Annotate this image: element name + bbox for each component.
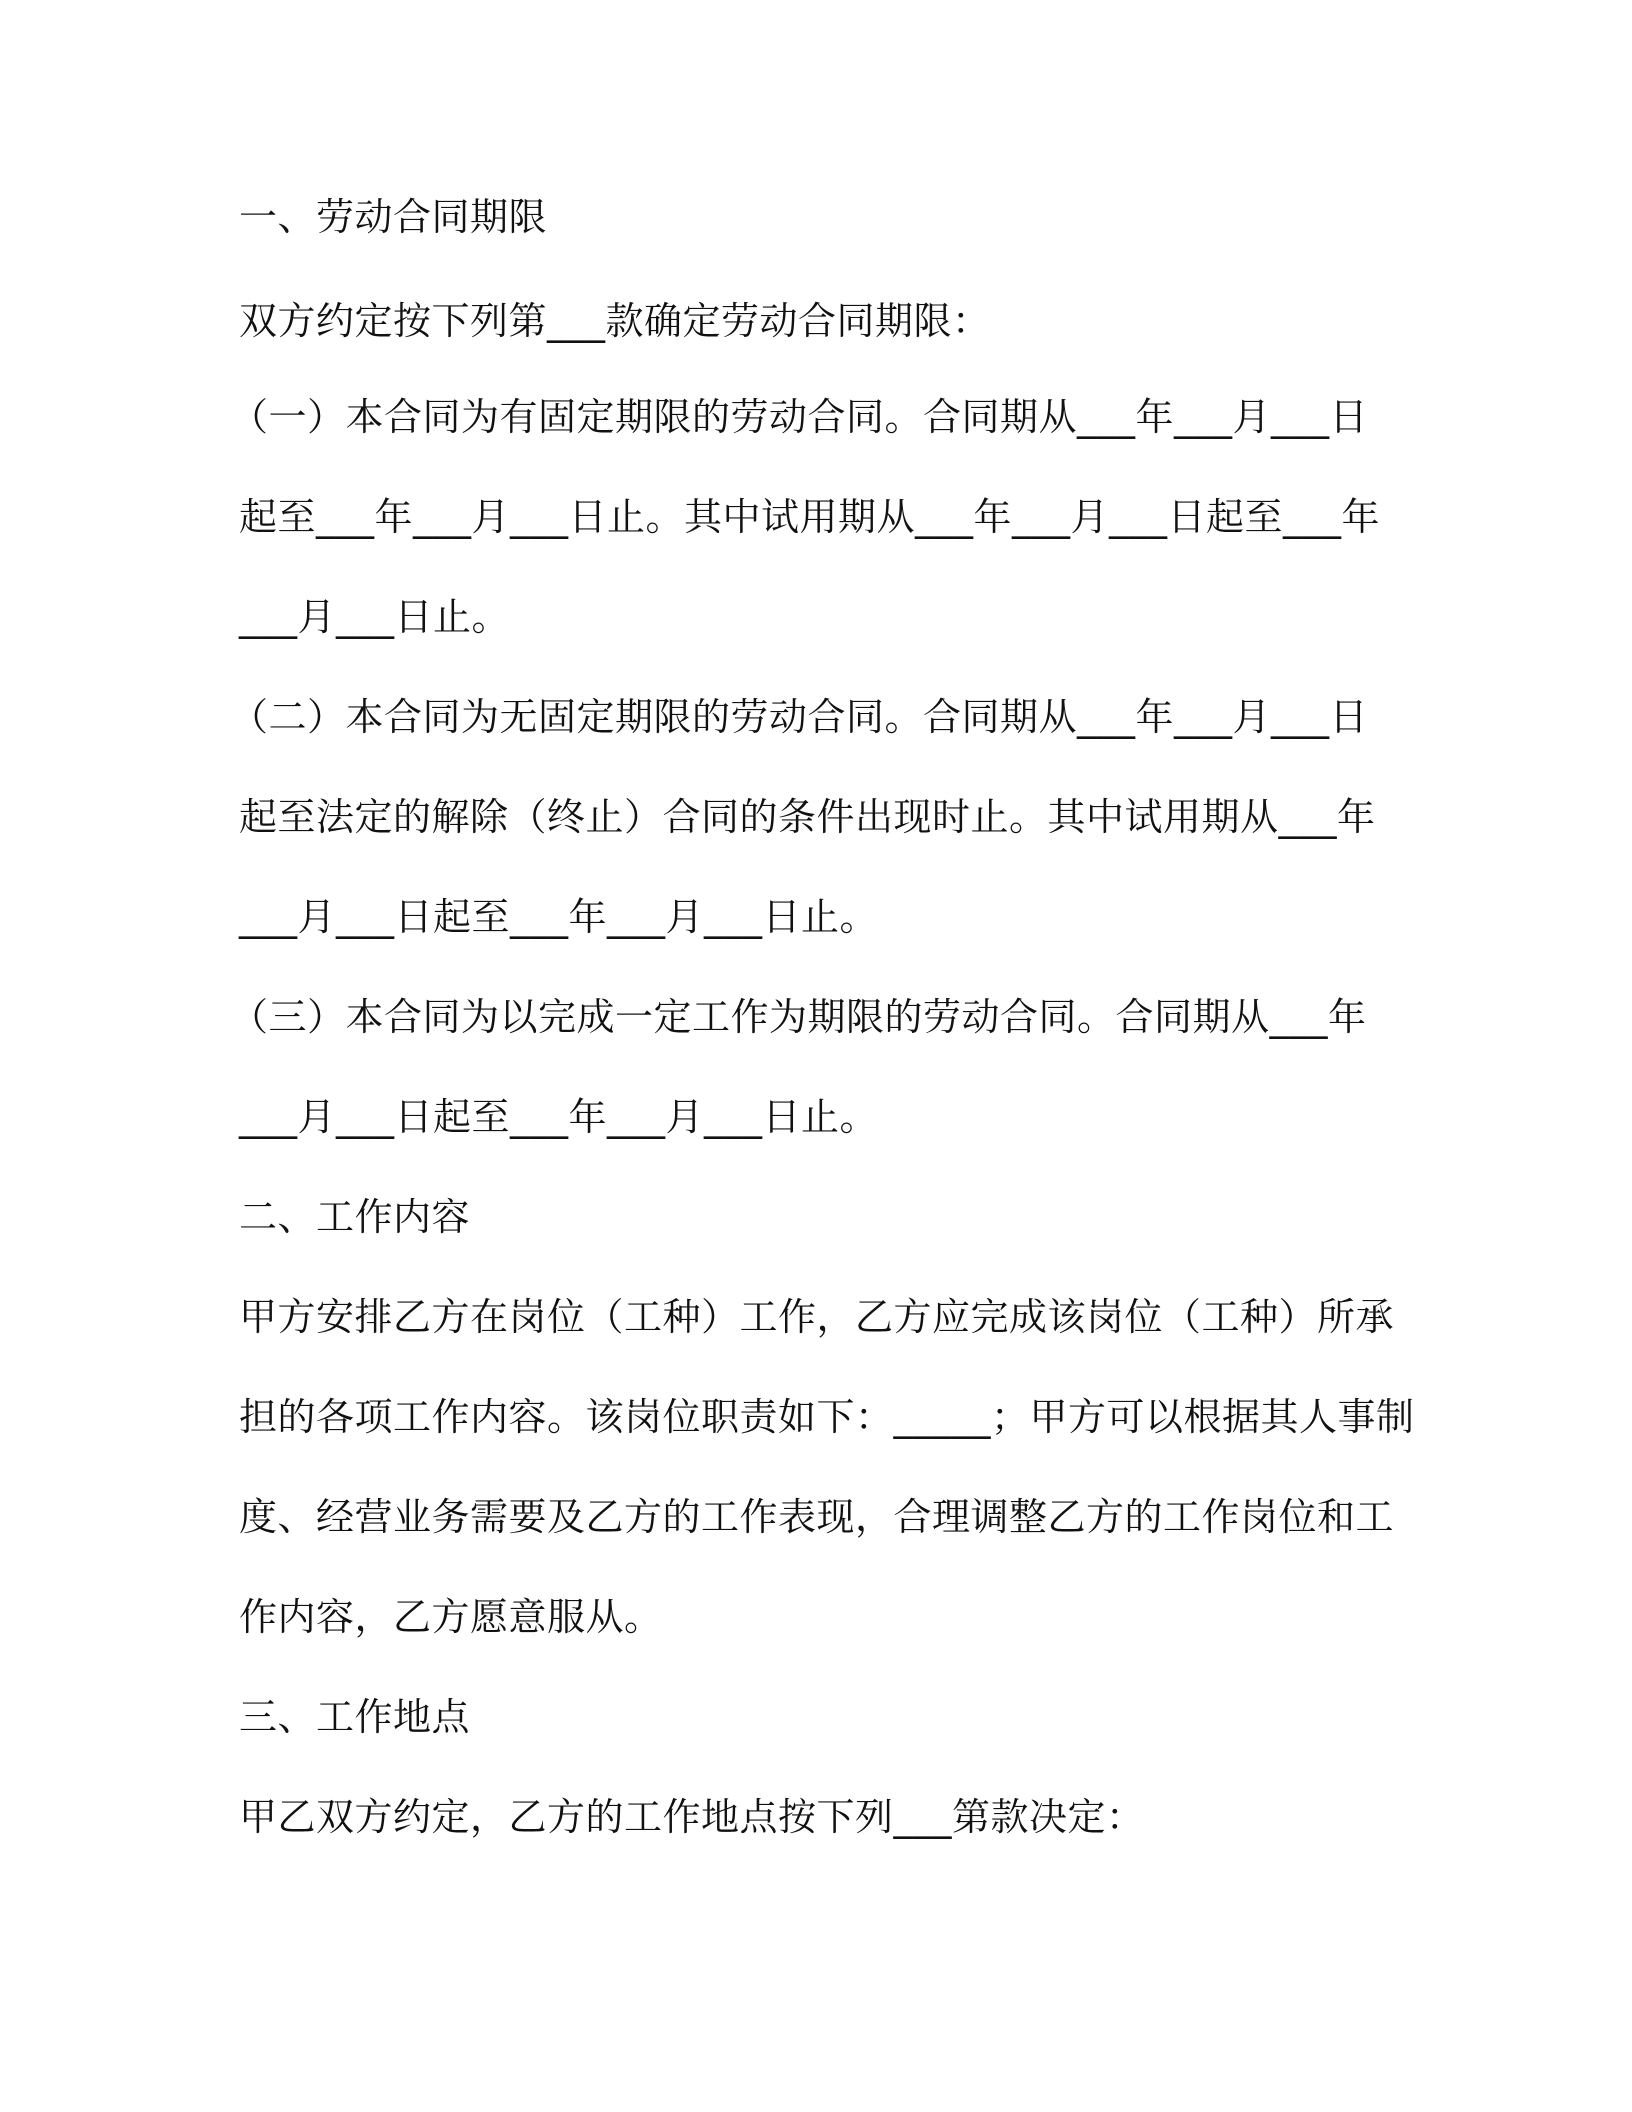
section-heading-work-location: 三、工作地点 (239, 1695, 471, 1739)
paragraph-line: 作内容，乙方愿意服从。 (239, 1595, 663, 1639)
paragraph-line: 担的各项工作内容。该岗位职责如下：_____；甲方可以根据其人事制 (239, 1395, 1415, 1439)
paragraph-line: ___月___日起至___年___月___日止。 (239, 895, 879, 939)
paragraph-line: （三）本合同为以完成一定工作为期限的劳动合同。合同期从___年 (230, 995, 1367, 1039)
paragraph-line: （二）本合同为无固定期限的劳动合同。合同期从___年___月___日 (230, 695, 1369, 739)
paragraph-line: （一）本合同为有固定期限的劳动合同。合同期从___年___月___日 (230, 395, 1369, 439)
section-heading-work-content: 二、工作内容 (239, 1195, 471, 1239)
paragraph-line: 甲乙双方约定，乙方的工作地点按下列___第款决定： (239, 1795, 1145, 1839)
paragraph-line: 双方约定按下列第___款确定劳动合同期限： (239, 299, 991, 343)
paragraph-line: ___月___日止。 (239, 595, 511, 639)
paragraph-line: ___月___日起至___年___月___日止。 (239, 1095, 879, 1139)
paragraph-line: 甲方安排乙方在岗位（工种）工作，乙方应完成该岗位（工种）所承 (239, 1295, 1395, 1339)
paragraph-line: 度、经营业务需要及乙方的工作表现，合理调整乙方的工作岗位和工 (239, 1495, 1395, 1539)
section-heading-contract-term: 一、劳动合同期限 (239, 195, 548, 239)
paragraph-line: 起至法定的解除（终止）合同的条件出现时止。其中试用期从___年 (239, 795, 1376, 839)
paragraph-line: 起至___年___月___日止。其中试用期从___年___月___日起至___年 (239, 495, 1381, 539)
